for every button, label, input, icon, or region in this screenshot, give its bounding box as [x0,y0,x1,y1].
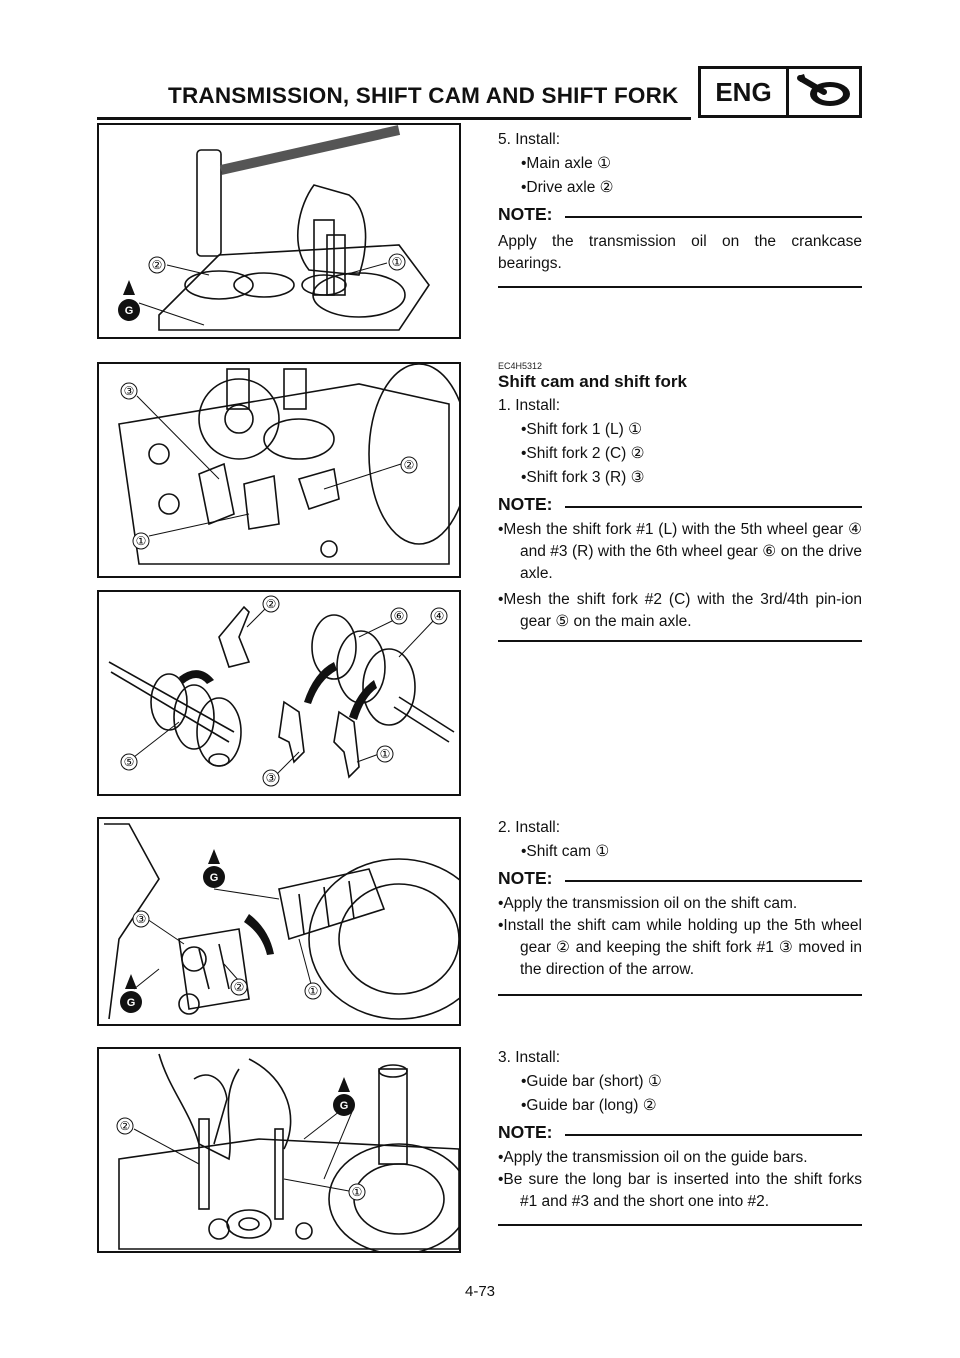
oil-marker-icon [120,974,142,1013]
oil-marker-label: G [339,1100,349,1112]
fig3-callout-3: ③ [265,771,277,785]
fig1-callout-2: ② [151,258,163,272]
step2-note-bullet-2: •Install the shift cam while holding up the 5th wheel gear ② and keeping the shift fork #1 ③ moved in the direction of the arrow. [498,917,862,978]
oil-marker-label: G [124,305,134,317]
section-code: EC4H5312 [498,361,543,371]
fig3-callout-2: ② [265,597,277,611]
step3-note-bullet-1: •Apply the transmission oil on the guide bars. [498,1149,808,1166]
fig1-callout-1: ① [391,255,403,269]
page-header-title: TRANSMISSION, SHIFT CAM AND SHIFT FORK [168,83,679,108]
fig3-callout-6: ⑥ [393,609,405,623]
page-number: 4-73 [464,1283,496,1300]
figure-shift-fork-diagram [97,590,461,796]
fig2-callout-3: ③ [123,384,135,398]
fig4-callout-2: ② [233,980,245,994]
note-rule [565,880,862,882]
oil-marker-icon [118,280,140,321]
fig2-callout-2: ② [403,458,415,472]
step3-item-guide-long: •Guide bar (long) ② [521,1097,657,1114]
step5-heading: 5. Install: [498,131,561,148]
fig3-callout-4: ④ [433,609,445,623]
oil-marker-label: G [209,872,219,884]
header-rule [97,117,691,120]
section-badge-label: ENG [701,69,789,115]
note-end-rule [498,286,862,288]
step2-note-bullet-1: •Apply the transmission oil on the shift cam. [498,895,798,912]
step1-item-fork3: •Shift fork 3 (R) ③ [521,469,645,486]
fig4-callout-1: ① [307,984,319,998]
step5-note-label: NOTE: [498,204,553,224]
note-rule [565,506,862,508]
step2-heading: 2. Install: [498,819,561,836]
figure-main-drive-axle [97,123,461,339]
step2-note-label: NOTE: [498,868,553,888]
step1-note-bullet-2: •Mesh the shift fork #2 (C) with the 3rd/4th pin-ion gear ⑤ on the main axle. [498,591,862,630]
note-rule [565,216,862,218]
step3-note-label: NOTE: [498,1122,553,1142]
step1-note-label: NOTE: [498,494,553,514]
fig3-callout-5: ⑤ [123,755,135,769]
step5-item-main-axle: •Main axle ① [521,155,611,172]
note-end-rule [498,994,862,996]
oil-marker-icon [333,1077,355,1116]
step3-heading: 3. Install: [498,1049,561,1066]
fig3-callout-1: ① [379,747,391,761]
step5-item-drive-axle: •Drive axle ② [521,179,614,196]
engine-bolt-icon [789,69,859,115]
step1-note-bullet-1: •Mesh the shift fork #1 (L) with the 5th wheel gear ④ and #3 (R) with the 6th wheel gear ⑥ on the drive axle. [498,521,862,582]
note-rule [565,1134,862,1136]
figure-shift-forks-installed [97,362,461,578]
step1-item-fork1: •Shift fork 1 (L) ① [521,421,642,438]
step3-item-guide-short: •Guide bar (short) ① [521,1073,662,1090]
step5-note-text: Apply the transmission oil on the crankcase bearings. [498,233,862,272]
figure-shift-cam [97,817,461,1026]
figure-guide-bars [97,1047,461,1253]
note-end-rule [498,640,862,642]
note-end-rule [498,1224,862,1226]
section-badge [698,66,862,118]
step2-item-shift-cam: •Shift cam ① [521,843,610,860]
fig2-callout-1: ① [135,534,147,548]
step1-heading: 1. Install: [498,397,561,414]
step3-note-bullet-2: •Be sure the long bar is inserted into the shift forks #1 and #3 and the short one into #2. [498,1171,862,1210]
fig5-callout-1: ① [351,1185,363,1199]
fig5-callout-2: ② [119,1119,131,1133]
oil-marker-icon [203,849,225,888]
step1-item-fork2: •Shift fork 2 (C) ② [521,445,645,462]
oil-marker-label: G [126,997,136,1009]
section-title: Shift cam and shift fork [498,372,687,391]
fig4-callout-3: ③ [135,912,147,926]
